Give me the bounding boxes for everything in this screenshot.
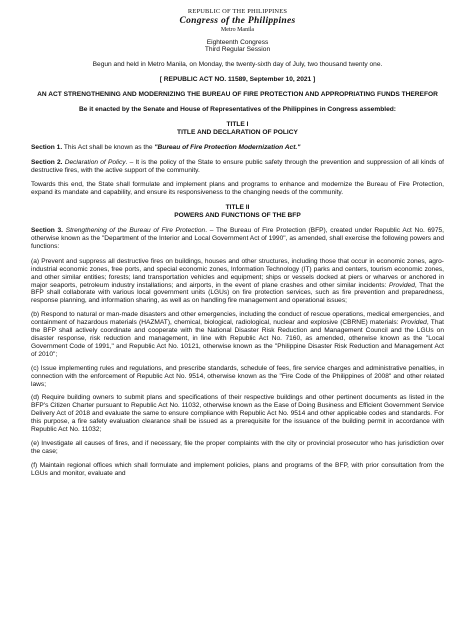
- title1-name: TITLE AND DECLARATION OF POLICY: [177, 128, 298, 136]
- section2-text: . – It is the policy of the State to ensure public safety through the prevention and suppression of all kinds of destructive fires, with the active support of the community.: [31, 158, 444, 174]
- title2-name: POWERS AND FUNCTIONS OF THE BFP: [174, 212, 301, 220]
- section1-text: This Act shall be known as the: [62, 143, 155, 151]
- section2-label: Section 2.: [31, 158, 63, 166]
- list-item: (c) Issue implementing rules and regulations, and prescribe standards, schedule of fees, fire service charges and administrative penalties, in connection with the enforcement of Republic Act No. 9514, otherwise known as the "Fire Code of the Philippines of 2008" and other related laws;: [31, 364, 444, 388]
- title1-number: TITLE I: [226, 120, 249, 128]
- section3-heading: Strengthening of the Bureau of Fire Protection: [63, 227, 206, 235]
- list-item: (e) Investigate all causes of fires, and if necessary, file the proper complaints with the city or provincial prosecutor who has jurisdiction over the case;: [31, 439, 444, 455]
- enacting-clause: Be it enacted by the Senate and House of Representatives of the Philippines in Congress assembled:: [79, 106, 396, 114]
- section2-heading: Declaration of Policy: [62, 158, 126, 166]
- list-item: (f) Maintain regional offices which shall formulate and implement policies, plans and programs of the BFP, with prior consultation from the LGUs and monitor, evaluate and: [31, 461, 444, 477]
- header-republic: REPUBLIC OF THE PHILIPPINES: [187, 8, 288, 15]
- act-number: [ REPUBLIC ACT NO. 11589, September 10, 2021 ]: [159, 76, 316, 84]
- section3-text: . – The Bureau of Fire Protection (BFP), created under Republic Act No. 6975, otherwise known as the "Department of the Interior and Local Government Act of 1990", as amended, shall exercise the following powers and functions:: [31, 227, 444, 250]
- list-item: (a) Prevent and suppress all destructive fires on buildings, houses and other structures, including those that occur in economic zones, agro-industrial economic zones, free ports, and special economic zones, Information Technology (IT) parks and centers, tourism economic zones, and other similar entities; forests; land transportation vehicles and equipment; ships or vessels docked at piers or wharves or anchored in major seaports, petroleum industry installations; and airports, in the event of plane crashes and other similar incidents: Provided, That the BFP shall collaborate with various local government units (LGUs) on fire protection services, such as fire prevention and preparedness, response planning, and information sharing, as well as on handling fire management and operational issues;: [31, 257, 444, 305]
- session-name: Third Regular Session: [204, 46, 271, 54]
- list-item: (d) Require building owners to submit plans and specifications of their respective buildings and other pertinent documents as listed in the BFP's Citizen Charter pursuant to Republic Act No. 11032, otherwise known as the Ease of Doing Business and Efficient Government Service Delivery Act of 2018 and evaluate the same to ensure compliance with Republic Act No. 9514 and other applicable codes and standards. For this purpose, a fire safety evaluation clearance shall be issued as a prerequisite for the issuance of the building permit in accordance with Republic Act No. 11032;: [31, 394, 444, 434]
- intro-text: Begun and held in Metro Manila, on Monday, the twenty-sixth day of July, two thousand twenty one.: [92, 61, 383, 69]
- header-congress: Congress of the Philippines: [179, 15, 296, 26]
- section3-label: Section 3.: [31, 227, 63, 235]
- list-item: (b) Respond to natural or man-made disasters and other emergencies, including the conduct of rescue operations, medical emergencies, and containment of hazardous materials (HAZMAT), chemical, biological, radiological, nuclear and explosive (CBRNE) materials: Provided, That the BFP shall actively coordinate and cooperate with the National Disaster Risk Reduction and Management Council and the LGUs on disaster response, risk reduction and management, in line with Republic Act No. 7160, as amended, otherwise known as the "Local Government Code of 1991," and Republic Act No. 10121, otherwise known as the "Philippine Disaster Risk Reduction and Management Act of 2010";: [31, 311, 444, 358]
- section1: [31, 144, 444, 152]
- policy-paragraph: Towards this end, the State shall formulate and implement plans and programs to enhance and modernize the Bureau of Fire Protection, expand its mandate and capability, and ensure its responsiveness to the changing needs of the community.: [31, 181, 444, 197]
- section1-label: Section 1.: [31, 143, 63, 151]
- act-title: AN ACT STRENGTHENING AND MODERNIZING THE BUREAU OF FIRE PROTECTION AND APPROPRIATING FUNDS THEREFOR: [37, 91, 438, 99]
- congress-number: Eighteenth Congress: [206, 38, 269, 46]
- section1-short-title: "Bureau of Fire Protection Modernization Act.": [154, 143, 301, 151]
- header-city: Metro Manila: [220, 26, 255, 33]
- section2: [31, 159, 444, 175]
- title2-number: TITLE II: [225, 204, 250, 212]
- section3: [31, 227, 444, 251]
